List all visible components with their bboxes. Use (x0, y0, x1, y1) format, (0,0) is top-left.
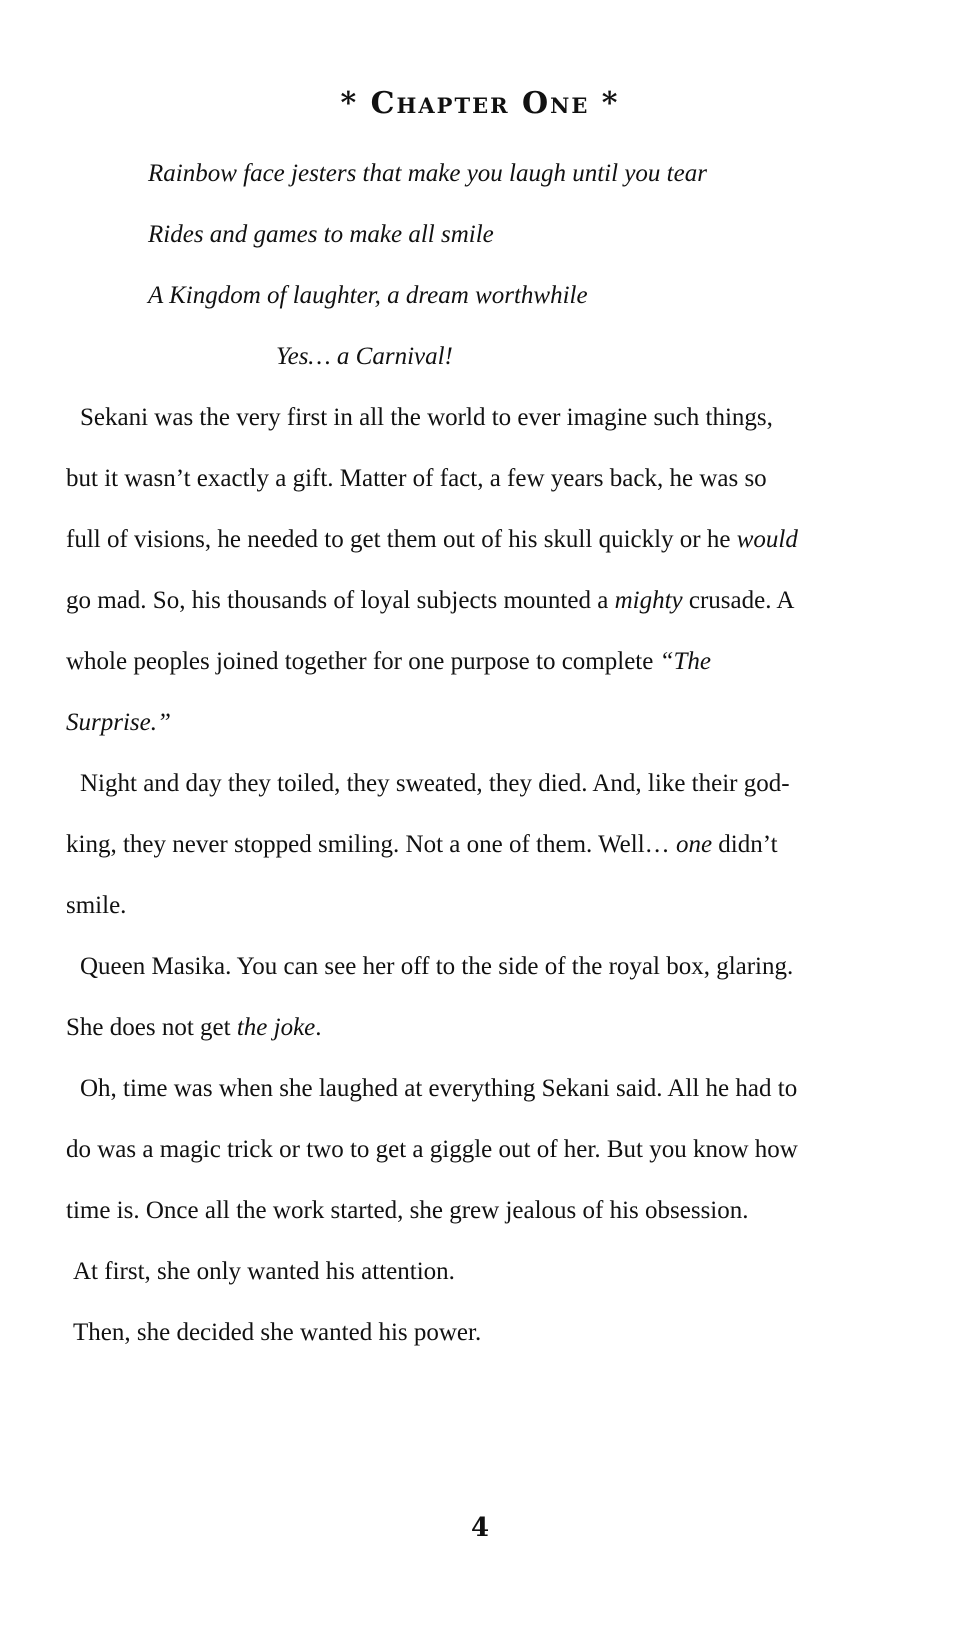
text-line: but it wasn’t exactly a gift. Matter of fact, a few years back, he was so (66, 465, 767, 492)
text-span: She does not get (66, 1014, 237, 1041)
text-line (66, 524, 798, 556)
poem-line: Yes… a Carnival! (276, 343, 453, 370)
text-line: smile. (66, 892, 127, 919)
page-number: 4 (470, 1513, 490, 1543)
text-line: Queen Masika. You can see her off to the side of the royal box, glaring. (80, 953, 794, 980)
text-line (66, 1012, 322, 1044)
chapter-title: * Chapter One * (340, 86, 620, 121)
text-span: king, they never stopped smiling. Not a one of them. Well… (66, 831, 676, 858)
text-line: Oh, time was when she laughed at everything Sekani said. All he had to (80, 1075, 798, 1102)
text-line (66, 646, 711, 678)
emphasis-text: Surprise.” (66, 709, 171, 736)
poem-line: Rides and games to make all smile (148, 221, 494, 248)
text-span: full of visions, he needed to get them out of his skull quickly or he (66, 526, 737, 553)
text-span: whole peoples joined together for one purpose to complete (66, 648, 660, 675)
emphasis-text: one (675, 831, 713, 858)
text-line: do was a magic trick or two to get a giggle out of her. But you know how (66, 1136, 798, 1163)
text-span: . (315, 1014, 322, 1041)
text-line: At first, she only wanted his attention. (73, 1258, 455, 1285)
emphasis-text: the joke (236, 1014, 316, 1041)
emphasis-text: “The (659, 648, 711, 675)
text-line: Then, she decided she wanted his power. (73, 1319, 482, 1346)
text-span: crusade. A (682, 587, 795, 614)
emphasis-text: would (736, 526, 798, 553)
text-span: didn’t (712, 831, 778, 858)
text-line (66, 585, 794, 617)
emphasis-text: mighty (614, 587, 683, 614)
text-line (66, 707, 171, 739)
poem-line: A Kingdom of laughter, a dream worthwhile (148, 282, 588, 309)
text-line: Night and day they toiled, they sweated, they died. And, like their god- (80, 770, 790, 797)
text-line (66, 829, 778, 861)
text-span: go mad. So, his thousands of loyal subjects mounted a (66, 587, 615, 614)
text-line: time is. Once all the work started, she grew jealous of his obsession. (66, 1197, 749, 1224)
poem-line: Rainbow face jesters that make you laugh until you tear (148, 160, 707, 187)
text-line: Sekani was the very first in all the world to ever imagine such things, (80, 404, 773, 431)
